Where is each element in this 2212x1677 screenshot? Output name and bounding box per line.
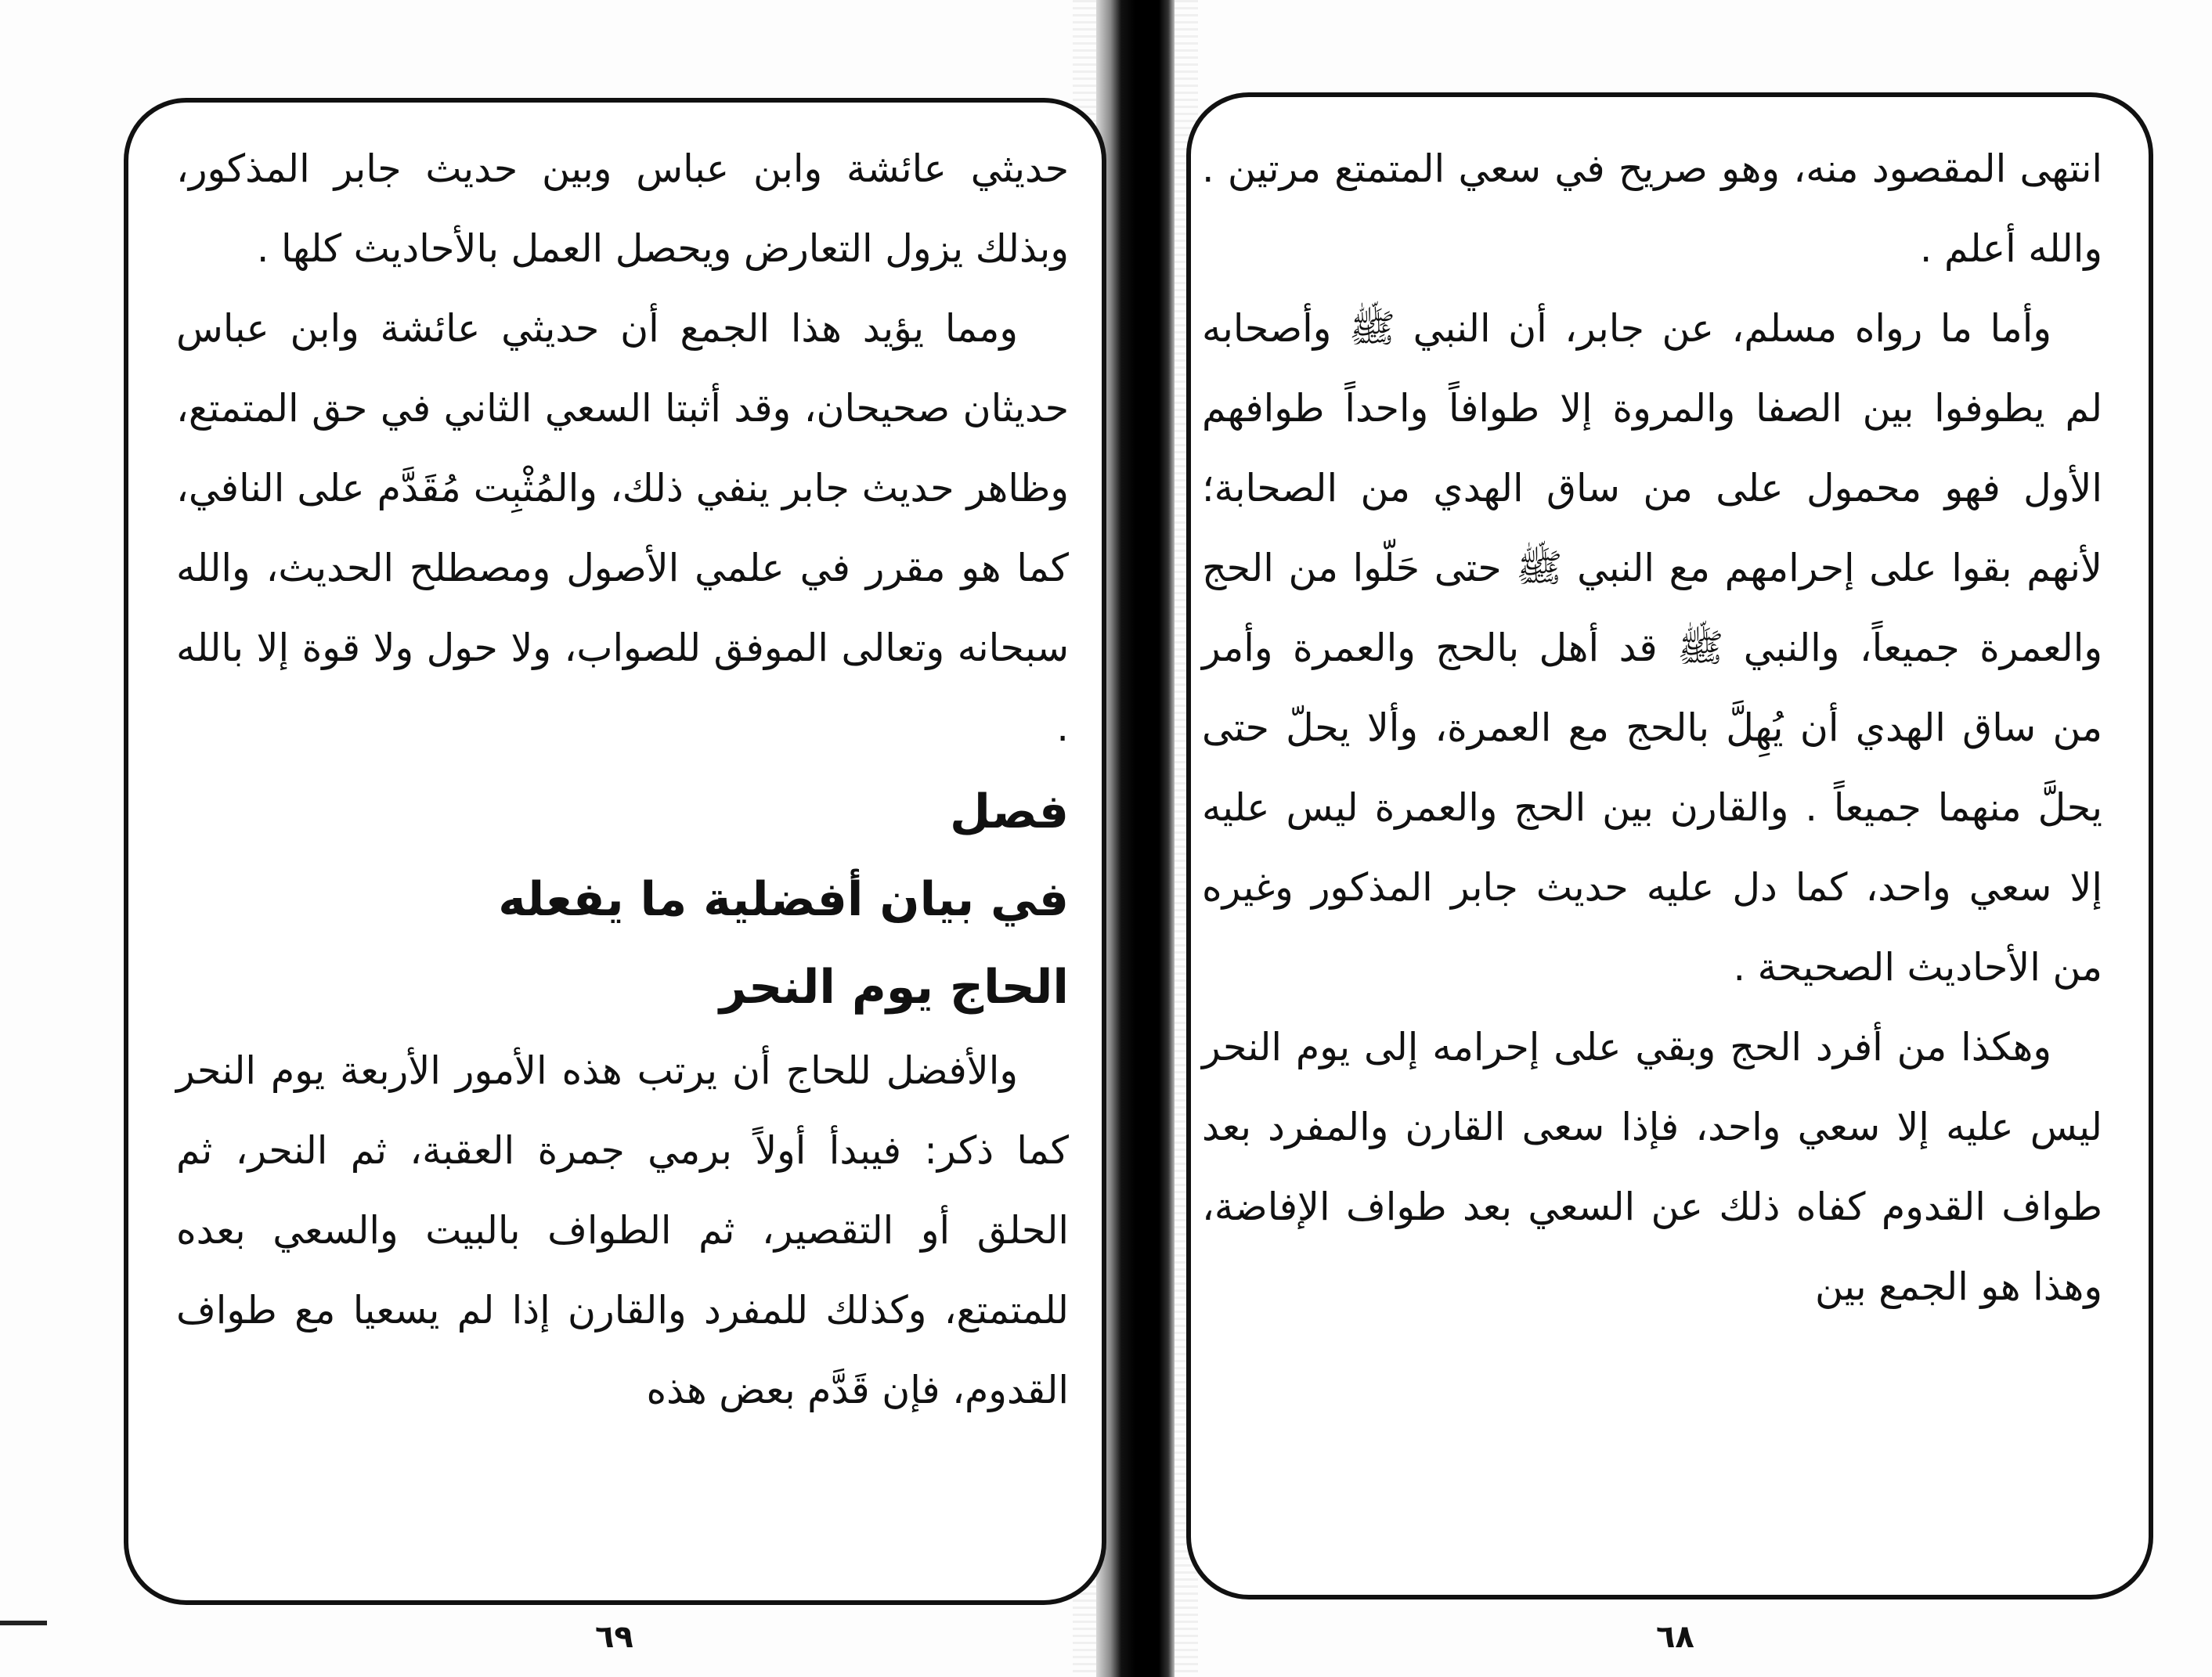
scan-edge-mark <box>0 1621 47 1625</box>
right-paragraph-2: وأما ما رواه مسلم، عن جابر، أن النبي ﷺ وأصحابه لم يطوفوا بين الصفا والمروة إلا طوافاً واحداً طوافهم الأول فهو محمول على من ساق الهدي من الصحابة؛ لأنهم بقوا على إحرامهم مع النبي ﷺ حتى حَلّوا من الحج والعمرة جميعاً، والنبي ﷺ قد أهل بالحج والعمرة وأمر من ساق الهدي أن يُهِلَّ بالحج مع العمرة، وألا يحلّ حتى يحلَّ منهما جميعاً . والقارن بين الحج والعمرة ليس عليه إلا سعي واحد، كما دل عليه حديث جابر المذكور وغيره من الأحاديث الصحيحة . <box>1202 306 2102 990</box>
right-page-text <box>1202 129 2102 1327</box>
left-paragraph-1: حديثي عائشة وابن عباس وبين حديث جابر المذكور، وبذلك يزول التعارض ويحصل العمل بالأحاديث كلها . <box>176 146 1069 271</box>
left-page-text <box>176 129 1069 1430</box>
left-paragraph-3: والأفضل للحاج أن يرتب هذه الأمور الأربعة يوم النحر كما ذكر: فيبدأ أولاً برمي جمرة العقبة، ثم النحر، ثم الحلق أو التقصير، ثم الطواف بالبيت والسعي بعده للمتمتع، وكذلك للمفرد والقارن إذا لم يسعيا مع طواف القدوم، فإن قَدَّم بعض هذه <box>176 1048 1069 1412</box>
page-number-right: ٦٨ <box>1656 1619 1694 1655</box>
section-heading-subtitle-2: الحاج يوم النحر <box>719 960 1069 1015</box>
section-heading-title: فصل <box>950 784 1069 839</box>
book-spine <box>1096 0 1175 1677</box>
right-paragraph-1: انتهى المقصود منه، وهو صريح في سعي المتمتع مرتين . والله أعلم . <box>1202 146 2102 271</box>
page-number-left: ٦٩ <box>595 1619 633 1655</box>
left-paragraph-2: ومما يؤيد هذا الجمع أن حديثي عائشة وابن عباس حديثان صحيحان، وقد أثبتا السعي الثاني في حق المتمتع، وظاهر حديث جابر ينفي ذلك، والمُثْبِت مُقَدَّم على النافي، كما هو مقرر في علمي الأصول ومصطلح الحديث، والله سبحانه وتعالى الموفق للصواب، ولا حول ولا قوة إلا بالله . <box>176 306 1069 750</box>
section-heading-subtitle-1: في بيان أفضلية ما يفعله <box>498 872 1069 927</box>
right-paragraph-3: وهكذا من أفرد الحج وبقي على إحرامه إلى يوم النحر ليس عليه إلا سعي واحد، فإذا سعى القارن والمفرد بعد طواف القدوم كفاه ذلك عن السعي بعد طواف الإفاضة، وهذا هو الجمع بين <box>1202 1025 2102 1309</box>
